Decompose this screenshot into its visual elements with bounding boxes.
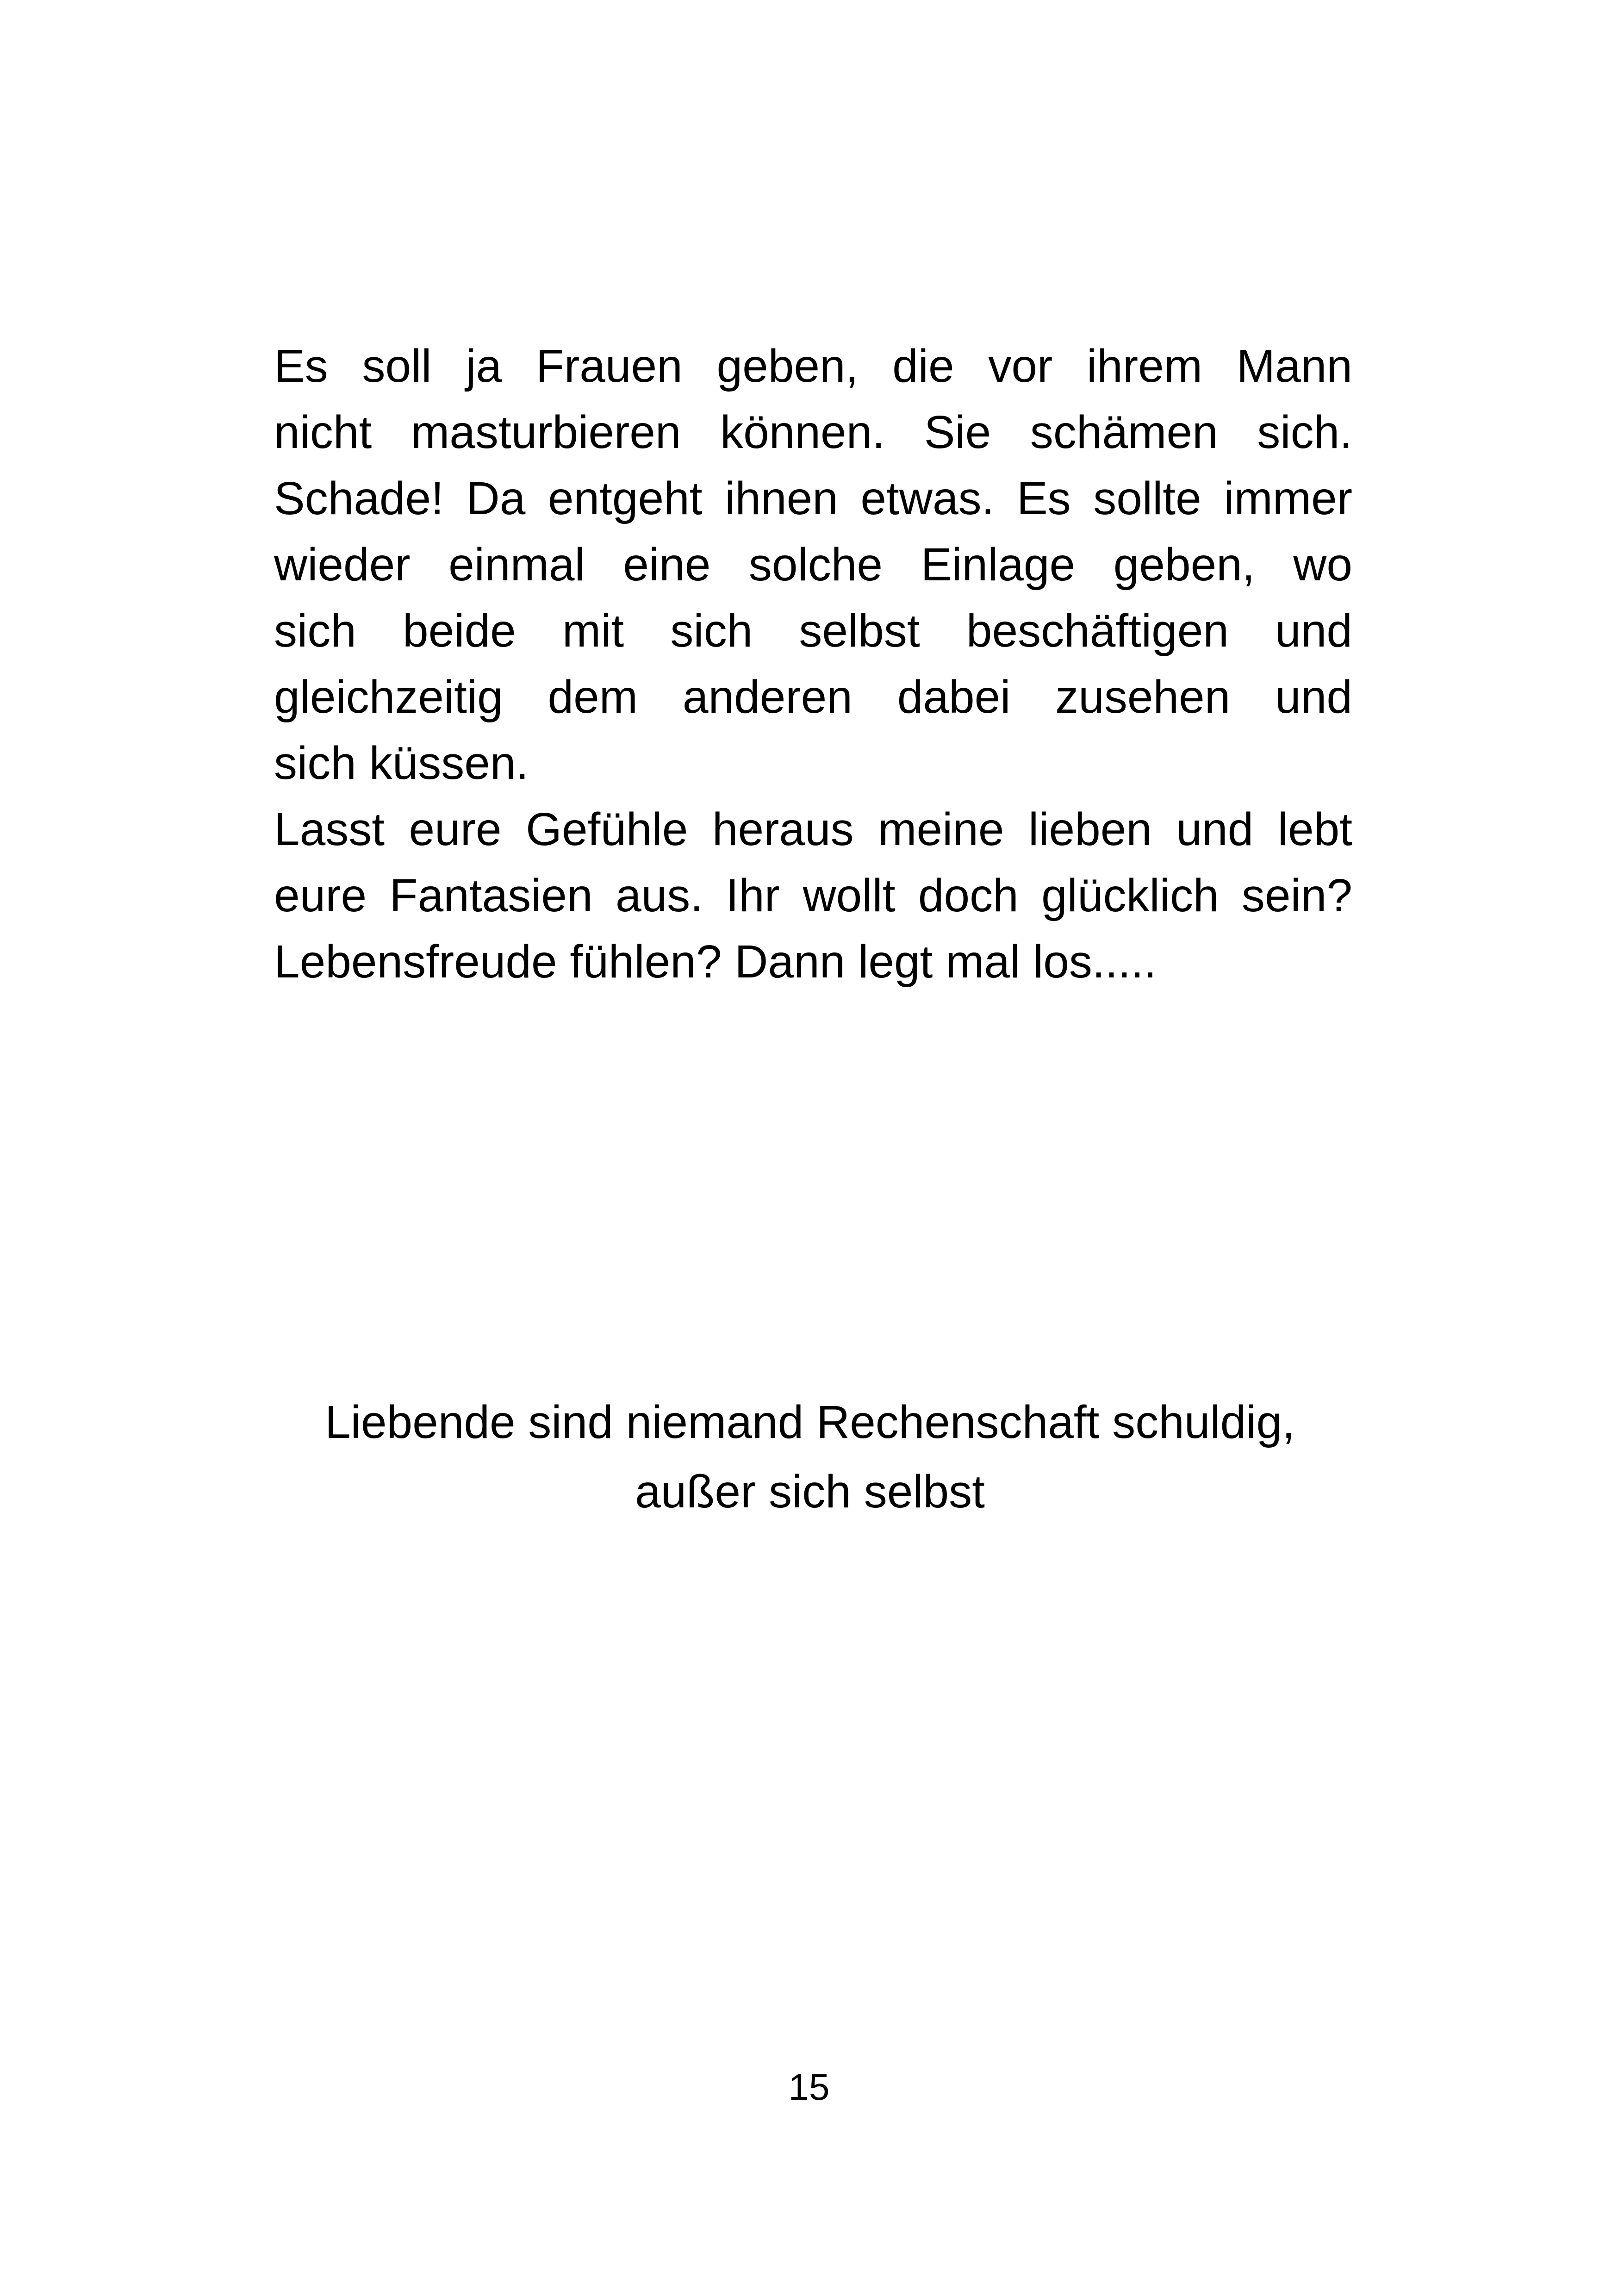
quote-line: Liebende sind niemand Rechenschaft schuldig, (325, 1396, 1295, 1448)
paragraph-line: eure Fantasien aus. Ihr wollt doch glücklich sein? (274, 870, 1352, 921)
quote-line: außer sich selbst (635, 1466, 985, 1518)
paragraph-2 (274, 796, 1352, 995)
paragraph-1 (274, 333, 1352, 796)
paragraph-line: gleichzeitig dem anderen dabei zusehen und (274, 671, 1352, 723)
body-text (274, 333, 1352, 995)
paragraph-line: sich küssen. (274, 737, 529, 789)
paragraph-line: nicht masturbieren können. Sie schämen sich. (274, 406, 1352, 458)
paragraph-line: wieder einmal eine solche Einlage geben, wo (274, 539, 1352, 591)
paragraph-line: Es soll ja Frauen geben, die vor ihrem Mann (274, 340, 1352, 392)
paragraph-line: Lasst eure Gefühle heraus meine lieben und lebt (274, 803, 1352, 855)
paragraph-line: Lebensfreude fühlen? Dann legt mal los..... (274, 936, 1157, 988)
closing-quote (185, 1388, 1435, 1526)
page-number: 15 (788, 2066, 830, 2108)
paragraph-line: sich beide mit sich selbst beschäftigen und (274, 605, 1352, 657)
paragraph-line: Schade! Da entgeht ihnen etwas. Es sollte immer (274, 473, 1352, 524)
